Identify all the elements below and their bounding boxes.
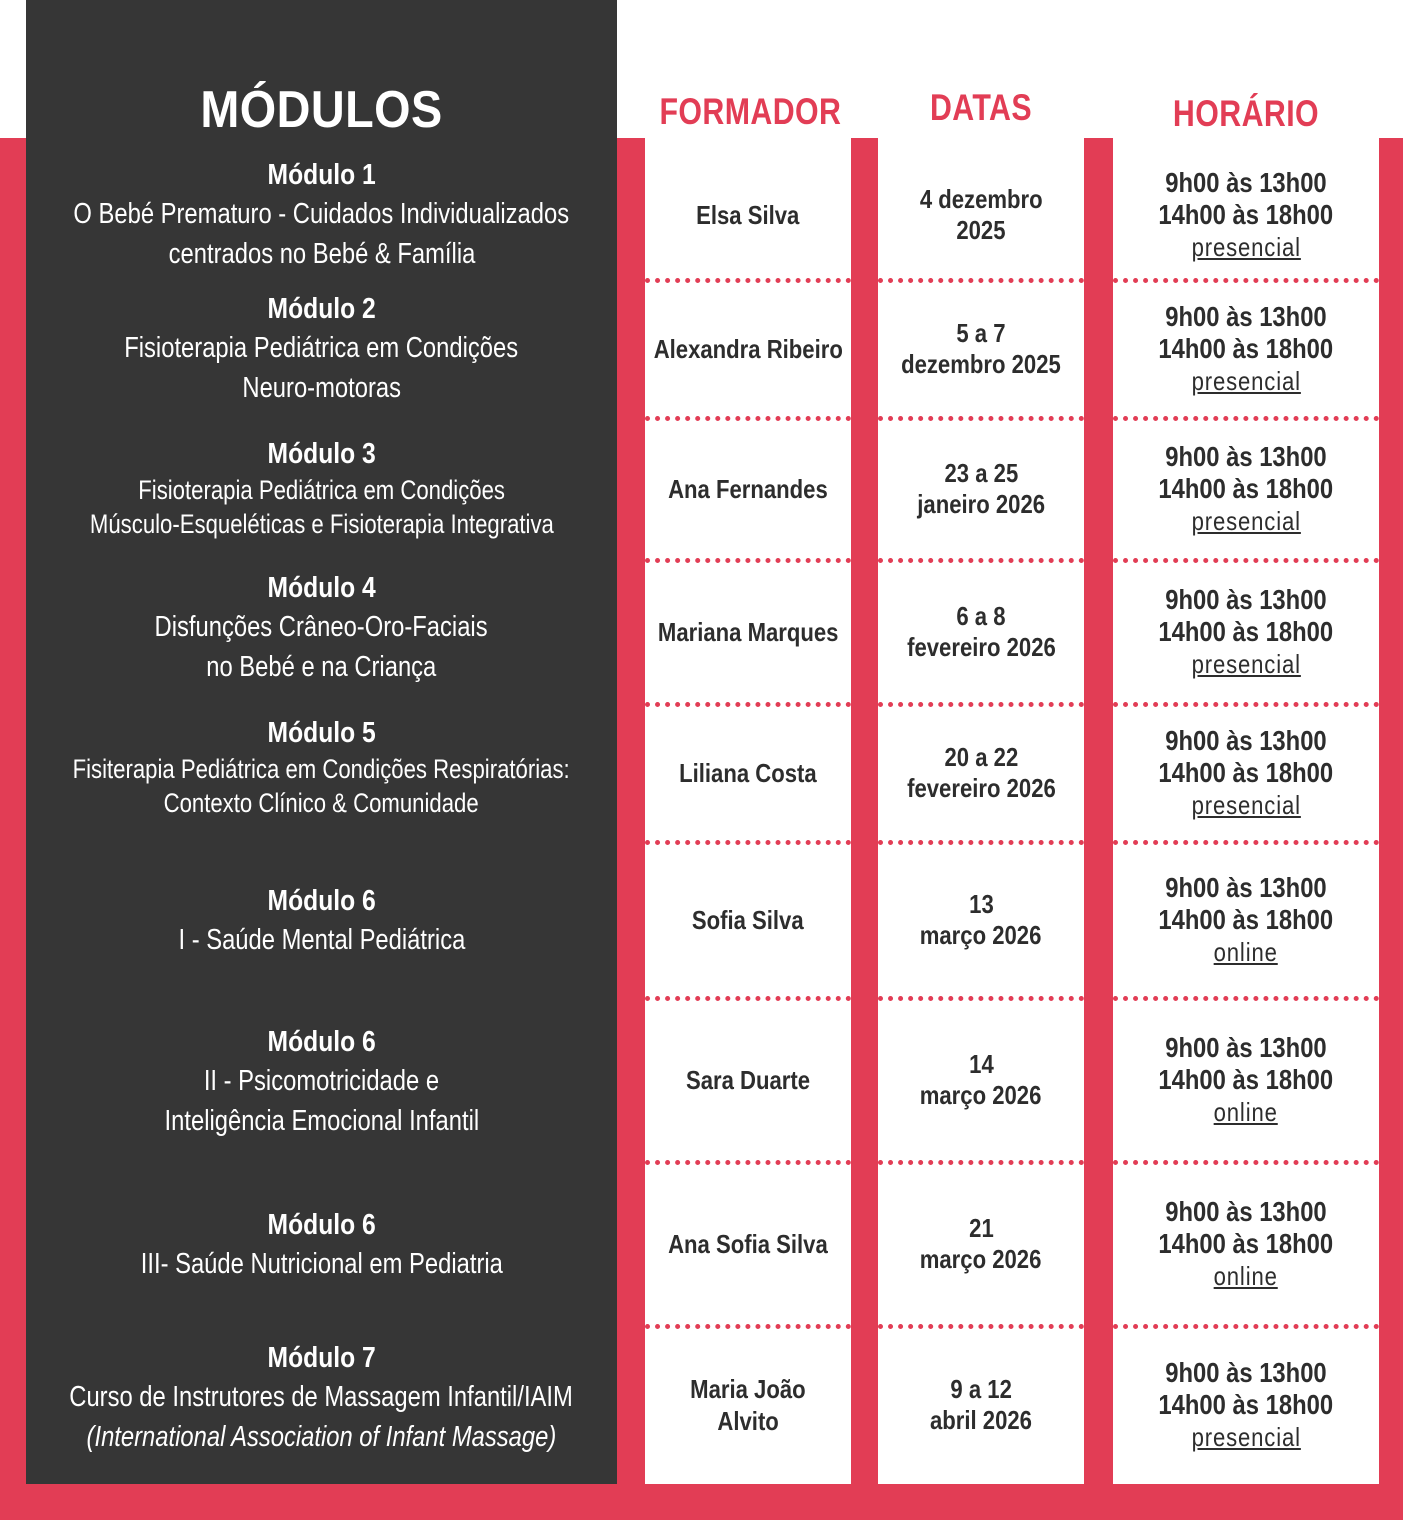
- schedule-cell: [1113, 560, 1379, 704]
- module-title: Módulo 5: [267, 717, 376, 749]
- schedule-cell: [1113, 280, 1379, 418]
- trainer-cell: [645, 1326, 851, 1484]
- module-cell: [26, 150, 617, 280]
- module-description-line: III- Saúde Nutricional em Pediatria: [140, 1248, 503, 1280]
- module-title: Módulo 2: [267, 293, 376, 325]
- schedule-cell: [1113, 704, 1379, 842]
- date-line: 9 a 12: [950, 1374, 1012, 1404]
- dates-cell: [878, 1162, 1084, 1326]
- mode-label: presencial: [1191, 506, 1301, 536]
- module-title: Módulo 6: [267, 1209, 376, 1241]
- date-line: 13: [968, 889, 994, 919]
- datas-header: DATAS: [929, 87, 1033, 128]
- trainer-cell: [645, 998, 851, 1162]
- date-line: 21: [968, 1213, 994, 1243]
- module-description-line: Músculo-Esqueléticas e Fisioterapia Integrativa: [89, 509, 554, 539]
- module-title: Módulo 6: [267, 885, 376, 917]
- afternoon-time: 14h00 às 18h00: [1158, 616, 1334, 647]
- module-description-line: Curso de Instrutores de Massagem Infantil/IAIM: [69, 1381, 574, 1413]
- module-description-line: Contexto Clínico & Comunidade: [163, 788, 480, 818]
- dates-cell: [878, 998, 1084, 1162]
- schedule-cell: [1113, 150, 1379, 280]
- date-line: março 2026: [920, 1080, 1042, 1110]
- morning-time: 9h00 às 13h00: [1165, 1357, 1327, 1388]
- module-description-line: Fisiterapia Pediátrica em Condições Respiratórias:: [72, 754, 571, 784]
- horario-header: HORÁRIO: [1172, 93, 1320, 134]
- date-line: fevereiro 2026: [906, 632, 1056, 662]
- module-description-line: Inteligência Emocional Infantil: [164, 1105, 479, 1137]
- trainer-name: Liliana Costa: [679, 758, 817, 788]
- morning-time: 9h00 às 13h00: [1165, 872, 1327, 903]
- module-title: Módulo 6: [267, 1026, 376, 1058]
- trainer-cell: [645, 280, 851, 418]
- module-description-line: Fisioterapia Pediátrica em Condições: [138, 475, 505, 505]
- dates-cell: [878, 418, 1084, 560]
- schedule-cell: [1113, 1326, 1379, 1484]
- morning-time: 9h00 às 13h00: [1165, 584, 1327, 615]
- date-line: 14: [968, 1049, 994, 1079]
- trainer-cell: [645, 1162, 851, 1326]
- afternoon-time: 14h00 às 18h00: [1158, 1228, 1334, 1259]
- trainer-name: Alvito: [717, 1406, 779, 1436]
- module-cell: [26, 704, 617, 830]
- module-cell: [26, 562, 617, 694]
- date-line: 23 a 25: [944, 458, 1018, 488]
- mode-label: presencial: [1191, 1422, 1301, 1452]
- module-cell: [26, 1326, 617, 1470]
- date-line: 4 dezembro: [919, 184, 1043, 214]
- mode-label: presencial: [1191, 649, 1301, 679]
- afternoon-time: 14h00 às 18h00: [1158, 1389, 1334, 1420]
- module-description-line: no Bebé e na Criança: [206, 651, 437, 683]
- module-cell: [26, 286, 617, 412]
- trainer-cell: [645, 842, 851, 998]
- afternoon-time: 14h00 às 18h00: [1158, 757, 1334, 788]
- module-description-line: O Bebé Prematuro - Cuidados Individualizados: [73, 198, 570, 230]
- module-description-line: I - Saúde Mental Pediátrica: [178, 924, 465, 956]
- date-line: março 2026: [920, 1244, 1042, 1274]
- module-description-line: (International Association of Infant Massage): [86, 1421, 557, 1453]
- dates-cell: [878, 1326, 1084, 1484]
- formador-header: FORMADOR: [659, 91, 842, 132]
- afternoon-time: 14h00 às 18h00: [1158, 333, 1334, 364]
- mode-label: presencial: [1191, 366, 1301, 396]
- afternoon-time: 14h00 às 18h00: [1158, 473, 1334, 504]
- schedule-cell: [1113, 418, 1379, 560]
- date-line: janeiro 2026: [917, 489, 1045, 519]
- module-description-line: Fisioterapia Pediátrica em Condições: [124, 332, 519, 364]
- date-line: fevereiro 2026: [906, 773, 1056, 803]
- afternoon-time: 14h00 às 18h00: [1158, 1064, 1334, 1095]
- afternoon-time: 14h00 às 18h00: [1158, 199, 1334, 230]
- date-line: 2025: [956, 215, 1006, 245]
- trainer-cell: [645, 560, 851, 704]
- dates-cell: [878, 842, 1084, 998]
- module-description-line: Neuro-motoras: [242, 372, 401, 404]
- date-line: março 2026: [920, 920, 1042, 950]
- afternoon-time: 14h00 às 18h00: [1158, 904, 1334, 935]
- module-cell: [26, 1190, 617, 1300]
- module-title: Módulo 7: [267, 1342, 376, 1374]
- module-description-line: II - Psicomotricidade e: [203, 1065, 440, 1097]
- modulos-header: MÓDULOS: [200, 81, 443, 139]
- schedule-cell: [1113, 1162, 1379, 1326]
- mode-label: presencial: [1191, 232, 1301, 262]
- module-description-line: centrados no Bebé & Família: [168, 238, 475, 270]
- trainer-cell: [645, 418, 851, 560]
- trainer-cell: [645, 150, 851, 280]
- morning-time: 9h00 às 13h00: [1165, 725, 1327, 756]
- morning-time: 9h00 às 13h00: [1165, 301, 1327, 332]
- trainer-cell: [645, 704, 851, 842]
- trainer-name: Alexandra Ribeiro: [653, 334, 843, 364]
- date-line: dezembro 2025: [901, 349, 1061, 379]
- dates-cell: [878, 704, 1084, 842]
- module-title: Módulo 4: [267, 572, 376, 604]
- dates-cell: [878, 560, 1084, 704]
- trainer-name: Mariana Marques: [657, 617, 839, 647]
- trainer-name: Maria João: [690, 1374, 806, 1404]
- schedule-cell: [1113, 842, 1379, 998]
- dates-cell: [878, 280, 1084, 418]
- morning-time: 9h00 às 13h00: [1165, 441, 1327, 472]
- dates-cell: [878, 150, 1084, 280]
- trainer-name: Sara Duarte: [685, 1065, 811, 1095]
- module-title: Módulo 3: [267, 438, 376, 470]
- mode-label: presencial: [1191, 790, 1301, 820]
- date-line: 20 a 22: [944, 742, 1018, 772]
- module-description-line: Disfunções Crâneo-Oro-Faciais: [154, 611, 489, 643]
- trainer-name: Ana Fernandes: [668, 474, 828, 504]
- morning-time: 9h00 às 13h00: [1165, 1196, 1327, 1227]
- mode-label: online: [1213, 1261, 1279, 1291]
- trainer-name: Sofia Silva: [692, 905, 804, 935]
- mode-label: online: [1213, 1097, 1279, 1127]
- module-cell: [26, 428, 617, 548]
- date-line: 5 a 7: [956, 318, 1006, 348]
- trainer-name: Elsa Silva: [696, 200, 800, 230]
- schedule-cell: [1113, 998, 1379, 1162]
- date-line: abril 2026: [929, 1405, 1032, 1435]
- morning-time: 9h00 às 13h00: [1165, 1032, 1327, 1063]
- module-cell: [26, 866, 617, 976]
- module-cell: [26, 1012, 617, 1152]
- mode-label: online: [1213, 937, 1279, 967]
- date-line: 6 a 8: [956, 601, 1006, 631]
- morning-time: 9h00 às 13h00: [1165, 167, 1327, 198]
- module-title: Módulo 1: [267, 159, 376, 191]
- trainer-name: Ana Sofia Silva: [668, 1229, 828, 1259]
